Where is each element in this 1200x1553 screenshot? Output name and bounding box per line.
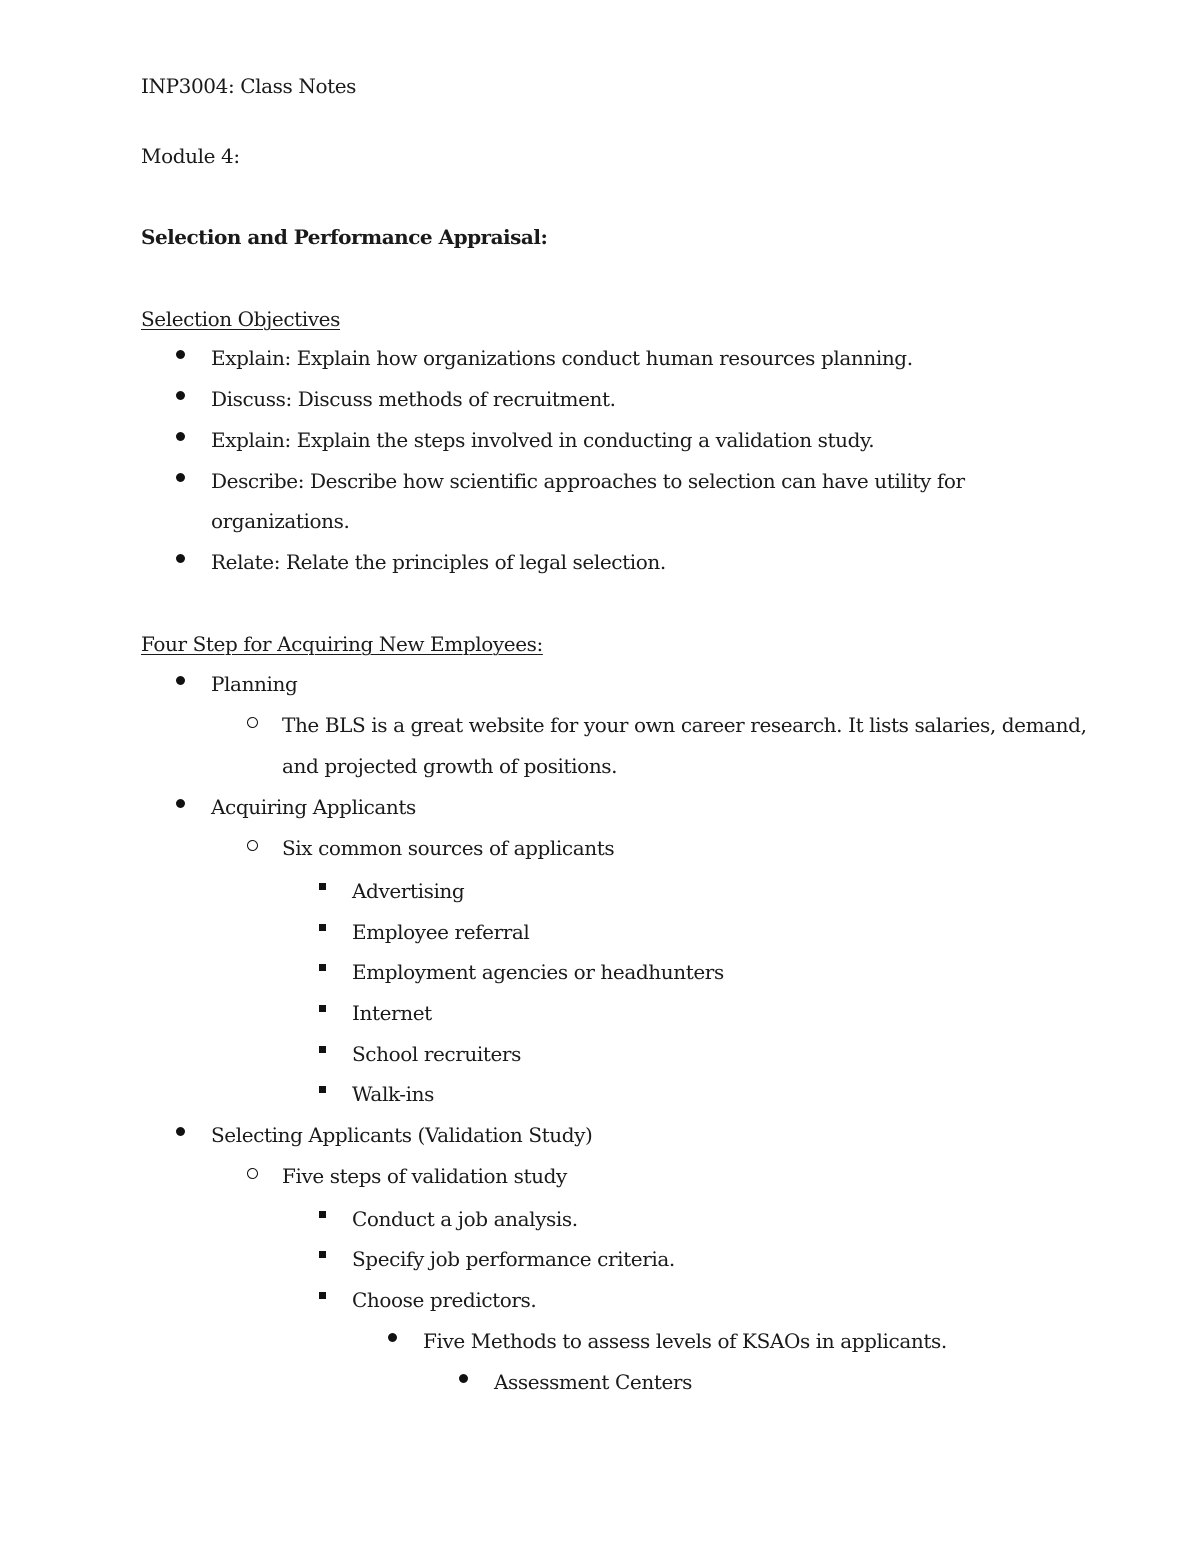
bullet-dot-icon <box>459 1374 468 1383</box>
bullet-circle-icon <box>247 717 258 728</box>
course-title: INP3004: Class Notes <box>141 74 357 98</box>
selecting-sub: Five steps of validation study <box>282 1164 567 1188</box>
planning-note: The BLS is a great website for your own career research. It lists salaries, demand, <box>282 713 1087 737</box>
planning-note-continuation: and projected growth of positions. <box>282 754 618 778</box>
module-label: Module 4: <box>141 144 240 168</box>
objectives-heading: Selection Objectives <box>141 307 340 331</box>
bullet-dot-icon <box>176 1127 185 1136</box>
bullet-dot-icon <box>176 676 185 685</box>
bullet-square-icon <box>319 1046 326 1053</box>
step-planning: Planning <box>211 672 298 696</box>
steps-heading: Four Step for Acquiring New Employees: <box>141 632 543 656</box>
bullet-square-icon <box>319 1086 326 1093</box>
bullet-dot-icon <box>388 1333 397 1342</box>
bullet-dot-icon <box>176 350 185 359</box>
validation-step: Specify job performance criteria. <box>352 1247 675 1271</box>
objective-item-continuation: organizations. <box>211 509 350 533</box>
bullet-dot-icon <box>176 432 185 441</box>
bullet-dot-icon <box>176 473 185 482</box>
source-item: Advertising <box>352 879 465 903</box>
source-item: Internet <box>352 1001 432 1025</box>
objective-item: Describe: Describe how scientific approaches to selection can have utility for <box>211 469 965 493</box>
step-selecting: Selecting Applicants (Validation Study) <box>211 1123 593 1147</box>
source-item: Employment agencies or headhunters <box>352 960 724 984</box>
bullet-circle-icon <box>247 1168 258 1179</box>
bullet-dot-icon <box>176 799 185 808</box>
step-acquiring: Acquiring Applicants <box>211 795 416 819</box>
source-item: Walk-ins <box>352 1082 435 1106</box>
bullet-square-icon <box>319 924 326 931</box>
objective-item: Explain: Explain how organizations conduct human resources planning. <box>211 346 913 370</box>
bullet-square-icon <box>319 1251 326 1258</box>
bullet-square-icon <box>319 883 326 890</box>
source-item: Employee referral <box>352 920 530 944</box>
method-item: Assessment Centers <box>494 1370 692 1394</box>
objective-item: Relate: Relate the principles of legal selection. <box>211 550 666 574</box>
methods-item: Five Methods to assess levels of KSAOs in applicants. <box>423 1329 947 1353</box>
validation-step: Choose predictors. <box>352 1288 537 1312</box>
objective-item: Explain: Explain the steps involved in conducting a validation study. <box>211 428 875 452</box>
bullet-dot-icon <box>176 391 185 400</box>
bullet-square-icon <box>319 1005 326 1012</box>
bullet-square-icon <box>319 964 326 971</box>
bullet-square-icon <box>319 1292 326 1299</box>
validation-step: Conduct a job analysis. <box>352 1207 578 1231</box>
acquiring-sub: Six common sources of applicants <box>282 836 615 860</box>
bullet-square-icon <box>319 1211 326 1218</box>
section-title: Selection and Performance Appraisal: <box>141 225 548 249</box>
source-item: School recruiters <box>352 1042 521 1066</box>
bullet-circle-icon <box>247 840 258 851</box>
objective-item: Discuss: Discuss methods of recruitment. <box>211 387 616 411</box>
bullet-dot-icon <box>176 554 185 563</box>
